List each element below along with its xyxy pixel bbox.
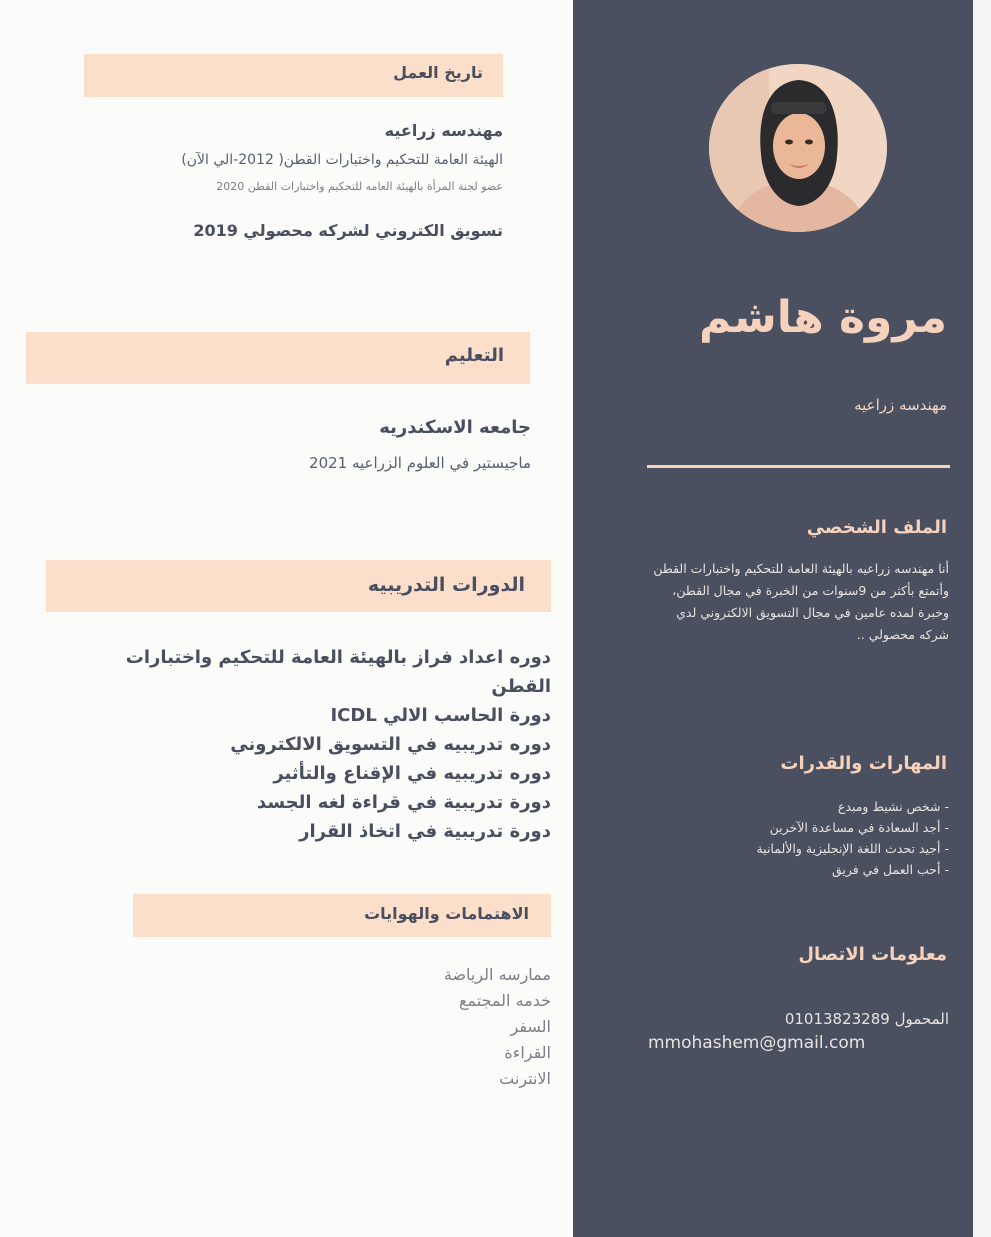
interest-item: خدمه المجتمع <box>458 991 551 1010</box>
skill-item: - أحب العمل في فريق <box>831 862 949 877</box>
course-item: دورة الحاسب الالي ICDL <box>330 705 551 726</box>
interest-item: ممارسه الرياضة <box>443 965 551 984</box>
course-item: دوره تدريبيه في الإقناع والتأثير <box>273 763 551 784</box>
skill-item: - أجيد تحدث اللغة الإنجليزية والألمانية <box>756 841 949 856</box>
work-note: عضو لجنة المرأة بالهيئة العامه للتحكيم واختبارات القطن 2020 <box>216 180 503 193</box>
person-portrait-icon <box>709 64 887 232</box>
profile-text: أنا مهندسه زراعيه بالهيئة العامة للتحكيم واختبارات القطن وأتمتع بأكثر من 9سنوات من الخبرة في مجال القطن، وخبرة لمده عامين في مجال التسويق الالكتروني لدي شركه محصولي .. <box>653 561 949 642</box>
skill-item: - شخص نشيط ومبدع <box>837 799 949 814</box>
interest-item: السفر <box>510 1017 551 1036</box>
sidebar-divider <box>647 465 950 468</box>
interest-item: القراءة <box>504 1043 551 1062</box>
job-title: مهندسه زراعيه <box>854 396 947 414</box>
skills-heading: المهارات والقدرات <box>780 753 947 774</box>
page-edge <box>973 0 991 1237</box>
work-marketing: تسويق الكتروني لشركه محصولي 2019 <box>193 221 503 240</box>
course-item: دوره اعداد فراز بالهيئة العامة للتحكيم واختبارات القطن <box>125 647 551 697</box>
profile-photo <box>709 64 887 232</box>
interests-heading: الاهتمامات والهوايات <box>133 894 551 937</box>
interests-list <box>251 962 551 1092</box>
phone-line <box>629 1010 949 1028</box>
course-item: دورة تدريبية في اتخاذ القرار <box>299 821 551 842</box>
education-university: جامعه الاسكندريه <box>379 417 531 438</box>
course-item: دوره تدريبيه في التسويق الالكتروني <box>230 734 551 755</box>
interest-item: الانترنت <box>499 1069 551 1088</box>
skill-item: - أجد السعادة في مساعدة الآخرين <box>769 820 949 835</box>
courses-list <box>91 643 551 846</box>
courses-heading: الدورات التدريبيه <box>46 560 551 612</box>
person-name: مروة هاشم <box>698 292 947 343</box>
phone-label: المحمول <box>894 1010 949 1028</box>
education-degree: ماجيستير في العلوم الزراعيه 2021 <box>309 454 531 472</box>
work-heading: تاريخ العمل <box>84 54 503 97</box>
contact-heading: معلومات الاتصال <box>798 944 947 965</box>
profile-heading: الملف الشخصي <box>806 517 947 538</box>
education-heading: التعليم <box>26 332 530 384</box>
work-role: مهندسه زراعيه <box>384 121 503 140</box>
skills-list <box>649 796 949 880</box>
email-address: mmohashem@gmail.com <box>648 1033 866 1053</box>
work-employer: الهيئة العامة للتحكيم واختبارات القطن( 2012-الي الآن) <box>181 152 503 168</box>
phone-number: 01013823289 <box>784 1010 890 1028</box>
course-item: دورة تدريبية في قراءة لغه الجسد <box>256 792 551 813</box>
